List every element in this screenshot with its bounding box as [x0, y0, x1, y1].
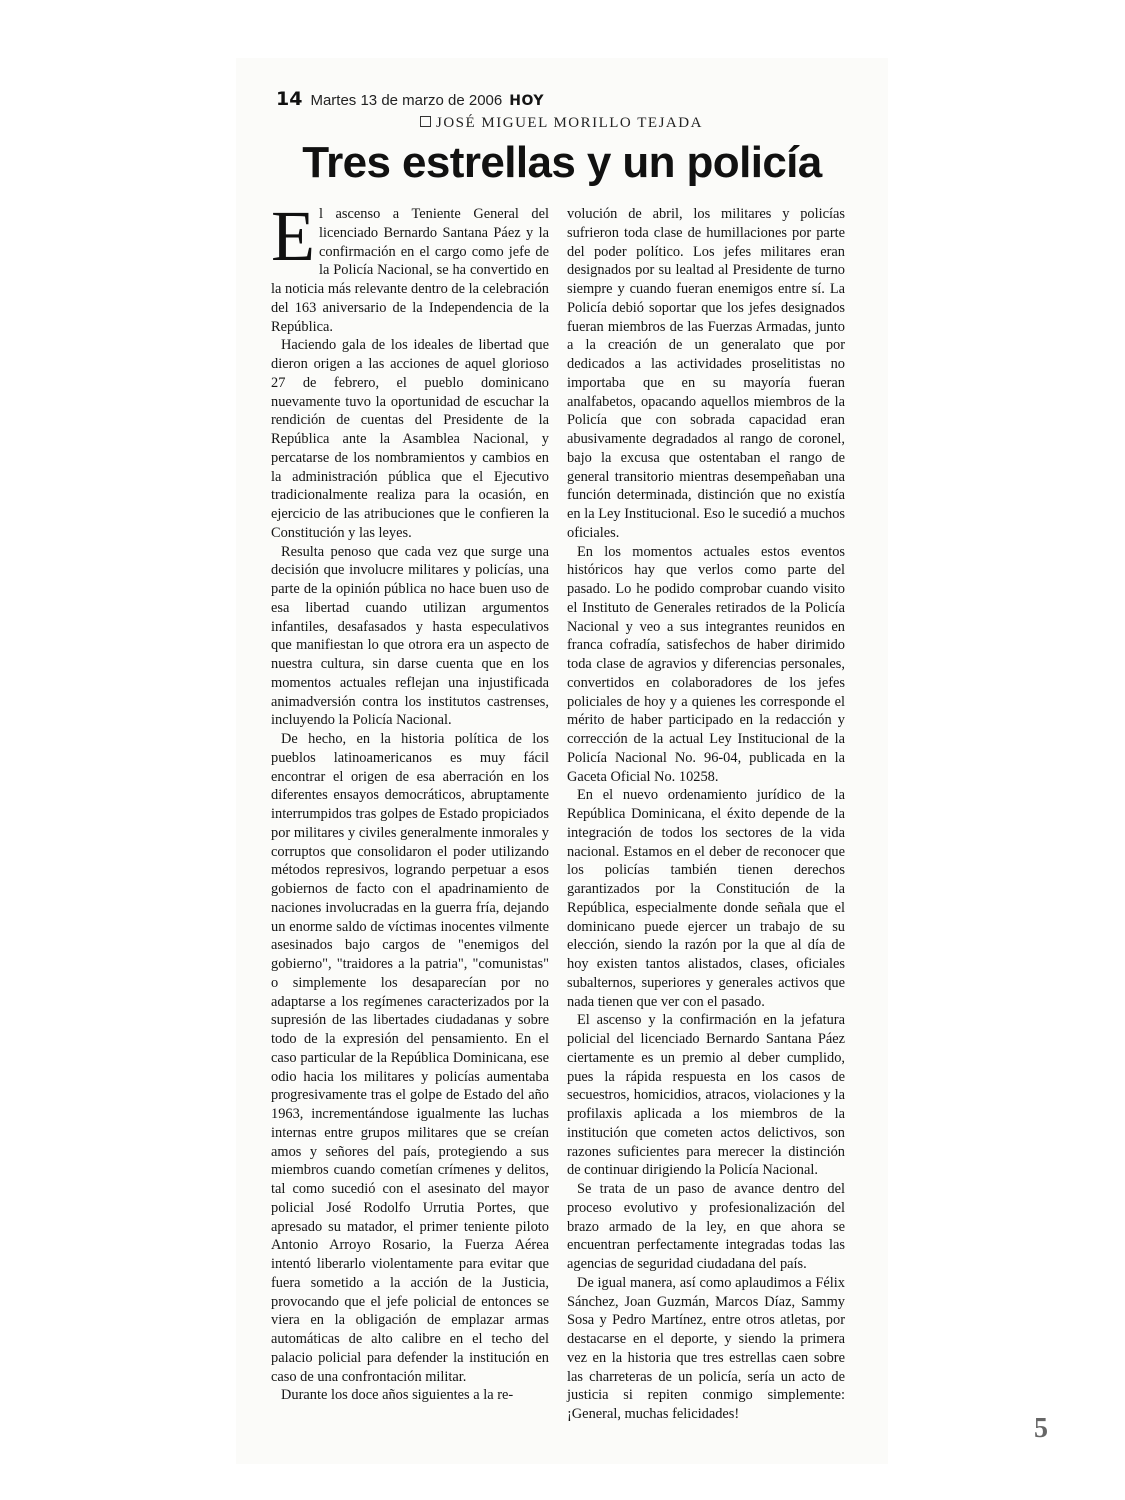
document-page-number: 5 [1034, 1413, 1048, 1444]
article-paragraph: De igual manera, así como aplaudimos a Félix Sánchez, Joan Guzmán, Marcos Díaz, Sammy Sosa y Pedro Martínez, entre otros atletas, por destacarse en el deporte, y siendo la primera vez en la historia que tres estrellas caen sobre las charreteras de un policía, sería un acto de justicia si repiten conmigo simplemente: ¡General, muchas felicidades! [567, 1274, 845, 1422]
publication-date: Martes 13 de marzo de 2006 [310, 92, 503, 109]
byline-square-icon [420, 116, 431, 127]
newspaper-page-number: 14 [276, 88, 303, 110]
article-paragraph: De hecho, en la historia política de los pueblos latinoamericanos es muy fácil encontrar el origen de esa aberración en los diferentes ensayos democráticos, abruptamente interrumpidos tras golpes de Estado propiciados por militares y civiles generalmente inmorales y corruptos que consolidaron el poder utilizando métodos represivos, logrando perpetuar a esos gobiernos de facto con el apadrinamiento de naciones involucradas en la guerra fría, dejando un enorme saldo de víctimas inocentes vilmente asesinados bajo cargos de "enemigos del gobierno", "traidores a la patria", "comunistas" o simplemente los desaparecían por no adaptarse a los regímenes caracterizados por la supresión de las libertades ciudadanas y sobre todo de la expresión del pensamiento. En el caso particular de la República Dominicana, ese odio hacia los militares y policías aumentaba progresivamente tras el golpe de Estado del año 1963, incrementándose igualmente las luchas internas entre grupos militares que se creían amos y señores del país, protegiendo a sus miembros cuando cometían crímenes y delitos, tal como sucedió con el asesinato del mayor policial José Rodolfo Urrutia Portes, que apresado su matador, el primer teniente piloto Antonio Arroyo Rosario, la Fuerza Aérea intentó liberarlo violentamente para evitar que fuera sometido a la acción de la Justicia, provocando que el jefe policial de entonces se viera en la obligación de emplazar armas automáticas de alto calibre en el techo del palacio policial para defender la institución en caso de una confrontación militar. [271, 731, 549, 1385]
article-paragraph: Resulta penoso que cada vez que surge una decisión que involucre militares y policías, una parte de la opinión pública no hace buen uso de esa libertad cuando utilizan argumentos infantiles, desafasados y hasta especulativos que manifiestan lo que otrora era un aspecto de nuestra cultura, sin darse cuenta que en los momentos actuales reflejan una injustificada animadversión contra los institutos castrenses, incluyendo la Policía Nacional. [271, 543, 549, 729]
masthead [276, 88, 544, 110]
article-column-left [271, 196, 549, 1405]
article-paragraph [271, 196, 549, 336]
article-paragraph: Se trata de un paso de avance dentro del proceso evolutivo y profesionalización del brazo armado de la ley, en que ahora se encuentran perfectamente integradas todas las agencias de seguridad ciudadana del país. [567, 1181, 845, 1272]
article-paragraph: Haciendo gala de los ideales de libertad que dieron origen a las acciones de aquel glorioso 27 de febrero, el pueblo dominicano nuevamente tuvo la oportunidad de escuchar la rendición de cuentas del Presidente de la República ante la Asamblea Nacional, y percatarse de los nombramientos y cambios en la administración pública que el Ejecutivo tradicionalmente realiza para la ocasión, en ejercicio de las atribuciones que le confieren la Constitución y las leyes. [271, 337, 549, 541]
drop-cap: E [271, 196, 315, 276]
article-paragraph: El ascenso y la confirmación en la jefatura policial del licenciado Bernardo Santana Páez ciertamente es un premio al deber cumplido, pues la rápida respuesta en los casos de secuestros, homicidios, atracos, violaciones y la profilaxis aplicada a los miembros de la institución que cometen actos delictivos, son razones suficientes para merecer la distinción de continuar dirigiendo la Policía Nacional. [567, 1012, 845, 1179]
article-paragraph: Durante los doce años siguientes a la re- [281, 1387, 514, 1404]
author-byline [420, 115, 703, 132]
newspaper-name: HOY [509, 93, 544, 109]
article-column-right [567, 205, 845, 1424]
article-paragraph: volución de abril, los militares y policías sufrieron toda clase de humillaciones por parte del poder político. Los jefes militares eran designados por su lealtad al Presidente de turno siempre y cuando fueran enemigos entre sí. La Policía debió soportar que los jefes designados fueran miembros de las Fuerzas Armadas, junto a la creación de un generalato que por dedicados a las actividades proselitistas no importaba que en su mayoría fueran analfabetos, opacando aquellos miembros de la Policía que con sobrada capacidad eran abusivamente degradados al rango de coronel, bajo la excusa que ostentaban el rango de general transitorio mientras desempeñaban una función determinada, distinción que no existía en la Ley Institucional. Eso le sucedió a muchos oficiales. [567, 206, 845, 541]
article-paragraph: En los momentos actuales estos eventos históricos hay que verlos como parte del pasado. Lo he podido comprobar cuando visito el Instituto de Generales retirados de la Policía Nacional y veo a sus integrantes reunidos en franca cofradía, satisfechos de haber dirimido toda clase de agravios y diferencias personales, convertidos en colaboradores de los jefes policiales de hoy y a quienes les corresponde el mérito de haber participado en la redacción y corrección de la actual Ley Institucional de la Policía Nacional No. 96-04, publicada en la Gaceta Oficial No. 10258. [567, 543, 845, 785]
author-name: JOSÉ MIGUEL MORILLO TEJADA [436, 115, 703, 131]
article-headline: Tres estrellas y un policía [302, 138, 822, 187]
article-paragraph: En el nuevo ordenamiento jurídico de la República Dominicana, el éxito depende de la integración de todos los sectores de la vida nacional. Estamos en el deber de reconocer que los policías también tienen derechos garantizados por la Constitución de la República, especialmente donde señala que el dominicano puede ejercer un trabajo de su elección, siendo la razón por la que al día de hoy existen tantos alistados, clases, oficiales subalternos, superiores y generales activos que nada tienen que ver con el pasado. [567, 787, 845, 1010]
article-paragraph-text: l ascenso a Teniente General del licenciado Bernardo Santana Páez y la confirmación en el cargo como jefe de la Policía Nacional, se ha convertido en la noticia más relevante dentro de la celebración del 163 aniversario de la Independencia de la República. [271, 206, 549, 335]
